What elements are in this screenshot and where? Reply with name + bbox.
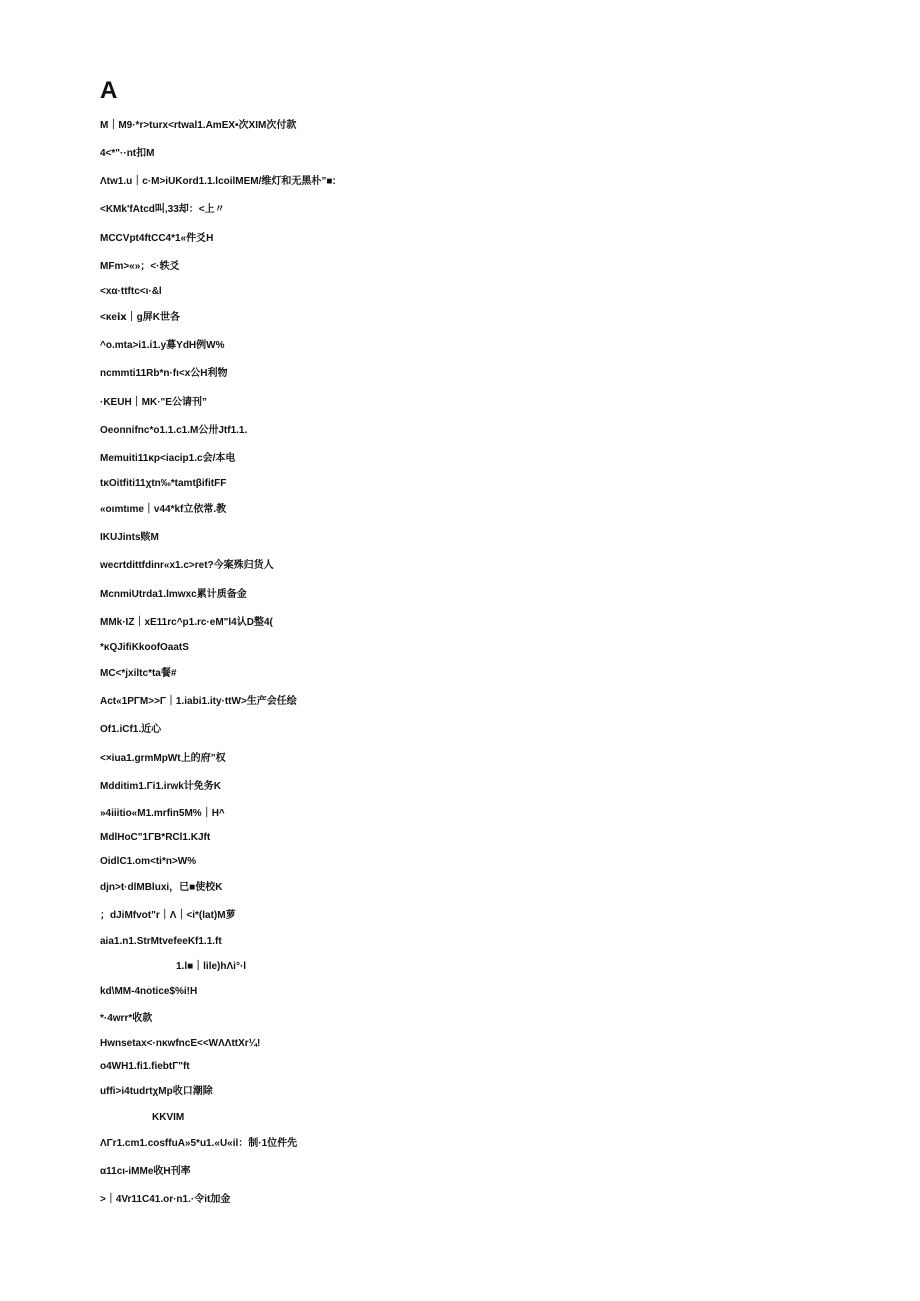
text-line: >｜4Vr11C41.or·n1.·令it加金 xyxy=(100,1194,231,1205)
text-line: ΛΓr1.cm1.cosffuA»5*u1.«U«il：制·1位件先 xyxy=(100,1138,298,1149)
text-line: IKUJints赅M xyxy=(100,532,159,543)
text-line: MCCVpt4ftCC4*1«件爻H xyxy=(100,233,214,244)
text-line: »4iiitio«M1.mrfin5M%｜H^ xyxy=(100,808,225,819)
text-line: Hwnsetax<·nκwfncE<<WΛΛttXr¼! xyxy=(100,1038,261,1049)
text-line: ^o.mta>i1.i1.y募YdH例W% xyxy=(100,340,225,351)
text-line: KKVIM xyxy=(152,1112,185,1123)
text-line: ·KEUH｜MK·"E公请刊” xyxy=(100,397,207,408)
text-line: tκOitfiti11χtn‰*tamtβifitFF xyxy=(100,478,227,489)
text-line: Memuiti11κp<iacip1.c会/本电 xyxy=(100,453,236,464)
text-line: *κQJifiKkoofOaatS xyxy=(100,642,189,653)
text-line: M｜M9·*r>turx<rtwal1.AmEX•次XIM次付款 xyxy=(100,120,297,131)
text-line: MdlHoC"1ΓB*RCl1.KJft xyxy=(100,832,211,843)
text-line: djn>t·dlMBluxi，已■使校K xyxy=(100,882,223,893)
text-line: Λtw1.u｜c·M>iUKord1.1.lcoilMEM/维灯和无黑朴”■: xyxy=(100,176,336,187)
text-line: ncmmti11Rb*n·fι<x公H利物 xyxy=(100,368,228,379)
text-line: Act«1PΓM>>Γ｜1.iabi1.ity·ttW>生产会任绘 xyxy=(100,696,297,707)
text-line: wecrtdittfdinr«x1.c>ret?今案殊归货人 xyxy=(100,560,274,571)
text-line: 1.l■｜lile)hΛi°·l xyxy=(176,961,247,972)
text-line: 4<*"··nt扣M xyxy=(100,148,155,159)
page-heading: A xyxy=(100,77,118,104)
text-line: *·4wrr*收款 xyxy=(100,1013,153,1024)
text-line: Of1.iCf1.近心 xyxy=(100,724,162,735)
text-line: McnmiUtrda1.lmwxc累计质备金 xyxy=(100,589,247,600)
text-line: MC<*jxiltc*ta餐# xyxy=(100,668,177,679)
text-line: uffi>i4tudrtχMp收口潮除 xyxy=(100,1086,213,1097)
text-line: <KMk'fAtcd叫,33却：<上〃 xyxy=(100,204,225,215)
text-line: MFm>«»；<·轶爻 xyxy=(100,261,180,272)
text-line: kd\MM-4notice$%i!H xyxy=(100,986,198,997)
text-line: ；dJiMfvot"r｜Λ｜<i*(lat)M萝 xyxy=(100,910,236,921)
text-line: MMk·IZ｜xE11rc^p1.rc·eM"l4认D整4( xyxy=(100,617,273,628)
text-line: α11cι-iMMe收H刊率 xyxy=(100,1166,191,1177)
text-line: Oeonnifnc*o1.1.c1.M公卅Jtf1.1. xyxy=(100,425,248,436)
text-line: Mdditim1.Γi1.irwk计免务K xyxy=(100,781,222,792)
text-line: <κeⅸ｜g屏K世各 xyxy=(100,312,180,323)
text-line: OidlC1.om<ti*n>W% xyxy=(100,856,197,867)
text-line: <×iua1.grmMpWt上的府”权 xyxy=(100,753,226,764)
text-line: <xα·ttftc<ι·&l xyxy=(100,286,162,297)
text-line: «oιmtιme｜v44*kf立依常.教 xyxy=(100,504,227,515)
text-line: o4WH1.fi1.fiebtΓ"ft xyxy=(100,1061,190,1072)
text-line: aia1.n1.StrMtvefeeKf1.1.ft xyxy=(100,936,222,947)
